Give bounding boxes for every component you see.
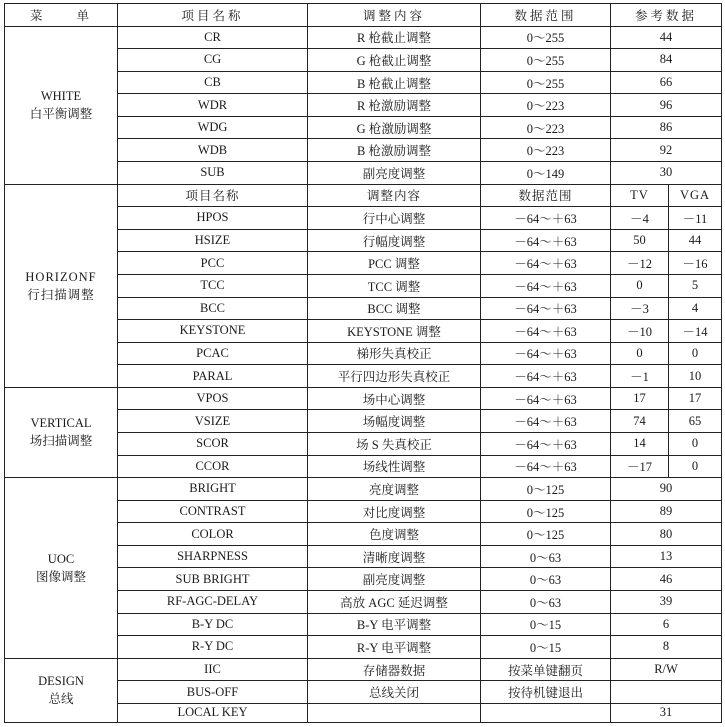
range-cell: 0～63	[481, 591, 611, 614]
item-cell: WDR	[118, 94, 308, 117]
content-cell	[308, 703, 481, 722]
content-cell: 行中心调整	[308, 207, 481, 230]
content-cell: 副亮度调整	[308, 568, 481, 591]
horizontal-menu-cn: 行扫描调整	[27, 287, 95, 302]
range-cell: －64～＋63	[481, 387, 611, 410]
range-cell: －64～＋63	[481, 342, 611, 365]
range-cell: 0～255	[481, 26, 611, 49]
tv-cell: －12	[611, 252, 669, 275]
header-range: 数据范围	[481, 4, 611, 27]
header-item: 项目名称	[118, 4, 308, 27]
range-cell: －64～＋63	[481, 252, 611, 275]
vga-cell: 0	[669, 342, 722, 365]
content-cell: B 枪激励调整	[308, 139, 481, 162]
content-cell: 亮度调整	[308, 478, 481, 501]
item-cell: VPOS	[118, 387, 308, 410]
range-cell: －64～＋63	[481, 207, 611, 230]
header-ref: 参考数据	[611, 4, 722, 27]
item-cell: WDB	[118, 139, 308, 162]
item-cell: CG	[118, 49, 308, 72]
item-cell: HSIZE	[118, 229, 308, 252]
content-cell: 清晰度调整	[308, 545, 481, 568]
table-row	[5, 26, 722, 49]
item-cell: CB	[118, 71, 308, 94]
range-cell: 0～223	[481, 116, 611, 139]
ref-cell: 39	[611, 591, 722, 614]
vertical-menu-cn: 场扫描调整	[29, 434, 93, 449]
range-cell: －64～＋63	[481, 432, 611, 455]
vertical-menu-cell	[5, 387, 118, 477]
item-cell: RF-AGC-DELAY	[118, 591, 308, 614]
item-cell: WDG	[118, 116, 308, 139]
subheader-tv: TV	[611, 184, 669, 207]
ref-cell: 13	[611, 545, 722, 568]
tv-cell: －17	[611, 455, 669, 478]
subheader-row	[5, 184, 722, 207]
item-cell: PCC	[118, 252, 308, 275]
content-cell: 场 S 失真校正	[308, 432, 481, 455]
subheader-vga: VGA	[669, 184, 722, 207]
vga-cell: －16	[669, 252, 722, 275]
white-menu-en: WHITE	[40, 89, 82, 104]
ref-cell: 92	[611, 139, 722, 162]
item-cell: KEYSTONE	[118, 320, 308, 343]
uoc-menu-cn: 图像调整	[35, 569, 86, 584]
item-cell: BCC	[118, 297, 308, 320]
ref-cell	[611, 681, 722, 704]
range-cell: －64～＋63	[481, 274, 611, 297]
range-cell: 0～223	[481, 139, 611, 162]
vertical-menu-en: VERTICAL	[30, 416, 92, 431]
item-cell: BRIGHT	[118, 478, 308, 501]
range-cell: －64～＋63	[481, 297, 611, 320]
content-cell: R 枪激励调整	[308, 94, 481, 117]
item-cell: CR	[118, 26, 308, 49]
ref-cell: R/W	[611, 658, 722, 681]
item-cell: TCC	[118, 274, 308, 297]
service-menu-table	[4, 3, 722, 723]
content-cell: 色度调整	[308, 523, 481, 546]
item-cell: PARAL	[118, 365, 308, 388]
header-row	[5, 4, 722, 27]
header-content: 调整内容	[308, 4, 481, 27]
content-cell: R-Y 电平调整	[308, 636, 481, 659]
range-cell: 0～125	[481, 523, 611, 546]
tv-cell: －1	[611, 365, 669, 388]
content-cell: 对比度调整	[308, 500, 481, 523]
vga-cell: 10	[669, 365, 722, 388]
content-cell: 场中心调整	[308, 387, 481, 410]
range-cell	[481, 703, 611, 722]
tv-cell: －10	[611, 320, 669, 343]
range-cell: 按待机键退出	[481, 681, 611, 704]
content-cell: 总线关闭	[308, 681, 481, 704]
content-cell: 平行四边形失真校正	[308, 365, 481, 388]
range-cell: 0～63	[481, 568, 611, 591]
content-cell: 梯形失真校正	[308, 342, 481, 365]
white-menu-cn: 白平衡调整	[29, 107, 93, 122]
tv-cell: 0	[611, 342, 669, 365]
subheader-item: 项目名称	[118, 184, 308, 207]
tv-cell: 0	[611, 274, 669, 297]
item-cell: SCOR	[118, 432, 308, 455]
item-cell: B-Y DC	[118, 613, 308, 636]
item-cell: SUB	[118, 162, 308, 185]
subheader-content: 调整内容	[308, 184, 481, 207]
table-row	[5, 478, 722, 501]
tv-cell: 50	[611, 229, 669, 252]
item-cell: BUS-OFF	[118, 681, 308, 704]
ref-cell: 84	[611, 49, 722, 72]
horizontal-menu-cell	[5, 184, 118, 387]
range-cell: －64～＋63	[481, 410, 611, 433]
content-cell: 场幅度调整	[308, 410, 481, 433]
uoc-menu-cell	[5, 478, 118, 659]
ref-cell: 96	[611, 94, 722, 117]
item-cell: CCOR	[118, 455, 308, 478]
range-cell: 0～255	[481, 71, 611, 94]
item-cell: CONTRAST	[118, 500, 308, 523]
item-cell: SUB BRIGHT	[118, 568, 308, 591]
range-cell: 0～223	[481, 94, 611, 117]
item-cell: VSIZE	[118, 410, 308, 433]
range-cell: －64～＋63	[481, 365, 611, 388]
content-cell: TCC 调整	[308, 274, 481, 297]
range-cell: 0～125	[481, 500, 611, 523]
content-cell: 副亮度调整	[308, 162, 481, 185]
vga-cell: 4	[669, 297, 722, 320]
range-cell: 0～15	[481, 636, 611, 659]
vga-cell: －14	[669, 320, 722, 343]
tv-cell: 14	[611, 432, 669, 455]
design-menu-cell	[5, 658, 118, 722]
ref-cell: 66	[611, 71, 722, 94]
uoc-menu-en: UOC	[47, 551, 75, 566]
content-cell: 场线性调整	[308, 455, 481, 478]
content-cell: 存储器数据	[308, 658, 481, 681]
content-cell: B-Y 电平调整	[308, 613, 481, 636]
tv-cell: 74	[611, 410, 669, 433]
ref-cell: 86	[611, 116, 722, 139]
item-cell: HPOS	[118, 207, 308, 230]
vga-cell: 0	[669, 455, 722, 478]
ref-cell: 30	[611, 162, 722, 185]
ref-cell: 44	[611, 26, 722, 49]
content-cell: PCC 调整	[308, 252, 481, 275]
content-cell: 行幅度调整	[308, 229, 481, 252]
ref-cell: 8	[611, 636, 722, 659]
item-cell: PCAC	[118, 342, 308, 365]
subheader-range: 数据范围	[481, 184, 611, 207]
content-cell: KEYSTONE 调整	[308, 320, 481, 343]
header-menu: 菜 单	[5, 4, 118, 27]
vga-cell: 17	[669, 387, 722, 410]
content-cell: G 枪激励调整	[308, 116, 481, 139]
table-row	[5, 387, 722, 410]
range-cell: －64～＋63	[481, 320, 611, 343]
vga-cell: 65	[669, 410, 722, 433]
ref-cell: 90	[611, 478, 722, 501]
item-cell: R-Y DC	[118, 636, 308, 659]
range-cell: 0～255	[481, 49, 611, 72]
range-cell: 按菜单键翻页	[481, 658, 611, 681]
tv-cell: 17	[611, 387, 669, 410]
design-menu-cn: 总线	[48, 692, 74, 707]
content-cell: BCC 调整	[308, 297, 481, 320]
range-cell: 0～15	[481, 613, 611, 636]
content-cell: B 枪截止调整	[308, 71, 481, 94]
vga-cell: 0	[669, 432, 722, 455]
table-row	[5, 658, 722, 681]
item-cell: SHARPNESS	[118, 545, 308, 568]
item-cell: LOCAL KEY	[118, 703, 308, 722]
range-cell: －64～＋63	[481, 229, 611, 252]
ref-cell: 31	[611, 703, 722, 722]
content-cell: R 枪截止调整	[308, 26, 481, 49]
horizontal-menu-en: HORIZONF	[25, 269, 97, 284]
ref-cell: 80	[611, 523, 722, 546]
ref-cell: 46	[611, 568, 722, 591]
vga-cell: －11	[669, 207, 722, 230]
vga-cell: 44	[669, 229, 722, 252]
range-cell: 0～63	[481, 545, 611, 568]
item-cell: IIC	[118, 658, 308, 681]
ref-cell: 89	[611, 500, 722, 523]
range-cell: －64～＋63	[481, 455, 611, 478]
content-cell: 高放 AGC 延迟调整	[308, 591, 481, 614]
range-cell: 0～125	[481, 478, 611, 501]
ref-cell: 6	[611, 613, 722, 636]
tv-cell: －4	[611, 207, 669, 230]
item-cell: COLOR	[118, 523, 308, 546]
vga-cell: 5	[669, 274, 722, 297]
range-cell: 0～149	[481, 162, 611, 185]
design-menu-en: DESIGN	[38, 674, 84, 689]
tv-cell: －3	[611, 297, 669, 320]
white-menu-cell	[5, 26, 118, 184]
content-cell: G 枪截止调整	[308, 49, 481, 72]
